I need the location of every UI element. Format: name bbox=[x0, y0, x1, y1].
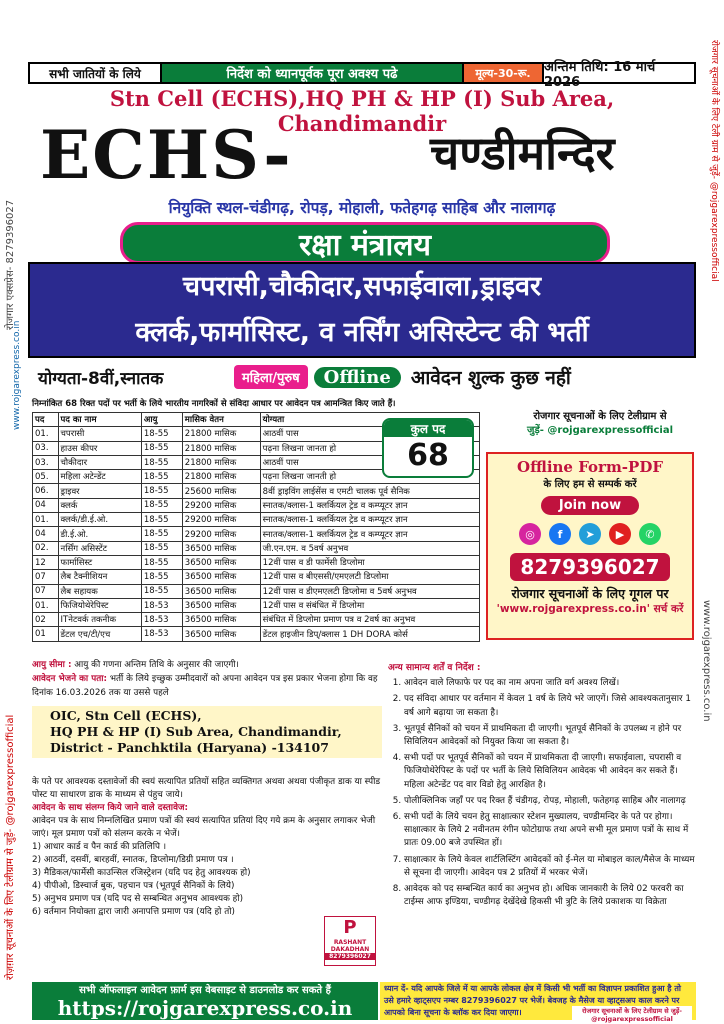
table-cell: 02 bbox=[33, 613, 59, 627]
table-cell: 02. bbox=[33, 541, 59, 555]
google-line: रोजगार सूचनाओं के लिए गूगल पर bbox=[511, 586, 669, 601]
age-send-section bbox=[32, 658, 382, 700]
table-cell: फार्मासिस्ट bbox=[58, 555, 141, 569]
table-header-cell: आयु bbox=[141, 413, 182, 427]
table-cell: 21800 मासिक bbox=[182, 441, 260, 455]
station-title: Stn Cell (ECHS),HQ PH & HP (I) Sub Area, Chandimandir bbox=[109, 86, 615, 136]
table-cell: 21800 मासिक bbox=[182, 427, 260, 441]
table-cell: जी.एन.एम. व 5वर्ष अनुभव bbox=[260, 541, 479, 555]
main-title bbox=[34, 114, 694, 196]
docs-list bbox=[32, 841, 384, 919]
download-text: सभी ऑफलाइन आवेदन फ़ार्म इस वेबसाइट से डाउनलोड कर सकते हैं bbox=[79, 985, 331, 996]
table-cell: पढ़ना लिखना जानता हो bbox=[260, 441, 479, 455]
total-posts-badge bbox=[382, 418, 474, 478]
table-cell: 25600 मासिक bbox=[182, 484, 260, 498]
table-cell: 36500 मासिक bbox=[182, 555, 260, 569]
side-site-left: www.rojgarexpress.co.in bbox=[12, 320, 22, 430]
posts-banner bbox=[28, 262, 696, 358]
gender-badge: महिला/पुरुष bbox=[234, 365, 308, 389]
publisher-logo bbox=[324, 916, 376, 966]
table-cell: चौकीदार bbox=[58, 455, 141, 469]
side-telegram-left: रोज़ग़ार सूचनाओं के लिए टेलीग्राम से जुड़ें- @rojgarexpressofficial bbox=[5, 714, 16, 980]
table-cell: 12वीं पास व संबंधित में डिप्लोमा bbox=[260, 598, 479, 612]
table-cell: चपरासी bbox=[58, 427, 141, 441]
table-cell: 01 bbox=[33, 627, 59, 641]
table-cell: 03. bbox=[33, 455, 59, 469]
table-header-cell: पद bbox=[33, 413, 59, 427]
table-row bbox=[33, 498, 480, 512]
table-cell: 03. bbox=[33, 441, 59, 455]
table-cell: 36500 मासिक bbox=[182, 613, 260, 627]
logo-line-2: DAKADHAN bbox=[330, 946, 370, 953]
logo-phone: 8279396027 bbox=[325, 953, 375, 960]
table-cell: ITनेटवर्क तकनीक bbox=[58, 613, 141, 627]
posts-line-2: क्लर्क,फार्मासिस्ट, व नर्सिंग असिस्टेन्ट की भर्ती bbox=[135, 317, 589, 348]
youtube-icon[interactable]: ▶ bbox=[609, 523, 631, 545]
condition-item: 7. साक्षात्कार के लिये केवल शार्टलिस्टिंग आवेदकों को ई-मेल या मोबाइल काल/मैसेज के माध्यम से सूचना दी जाएगी। आवेदन पत्र 2 प्रतियों में भरकर भेजें। bbox=[404, 854, 696, 880]
table-cell: 07 bbox=[33, 570, 59, 584]
offline-form-box bbox=[486, 452, 694, 640]
table-cell: 18-55 bbox=[141, 427, 182, 441]
table-cell: 36500 मासिक bbox=[182, 584, 260, 598]
fee-note: आवेदन शुल्क कुछ नहीं bbox=[410, 367, 571, 389]
table-cell: 36500 मासिक bbox=[182, 627, 260, 641]
table-cell: नर्सिंग असिस्टेंट bbox=[58, 541, 141, 555]
documents-section bbox=[32, 776, 384, 919]
chandimandir-title: चण्डीमन्दिर bbox=[430, 126, 615, 180]
table-cell: 07 bbox=[33, 584, 59, 598]
table-cell: लैब सहायक bbox=[58, 584, 141, 598]
doc-item: 2) आठवीं, दसवीं, बारहवीं, स्नातक, डिप्लोमा/डिग्री प्रमाण पत्र । bbox=[32, 855, 234, 865]
docs-note: के पते पर आवश्यक दस्तावेजों की स्वयं सत्यापित प्रतियों सहित व्यक्तिगत अथवा अथवा पंजीकृत डाक या स्पीड पोस्ट या साधारण डाक के माध्यम से पंहुच जाये। bbox=[32, 777, 381, 800]
table-cell: 12वीं पास व डी फार्मेसी डिप्लोमा bbox=[260, 555, 479, 569]
docs-head: आवेदन के साथ संलग्न किये जाने वाले दस्तावेज: bbox=[32, 803, 189, 813]
posting-places: नियुक्ति स्थल-चंडीगढ़, रोपड़, मोहाली, फतेहगढ़ साहिब और नालागढ़ bbox=[168, 199, 556, 217]
offline-sub: के लिए हम से सम्पर्क करें bbox=[543, 479, 637, 490]
facebook-icon[interactable]: f bbox=[549, 523, 571, 545]
send-label: आवेदन भेजने का पता: bbox=[32, 674, 108, 684]
download-banner bbox=[32, 982, 378, 1020]
table-cell: 18-53 bbox=[141, 627, 182, 641]
table-cell: 18-53 bbox=[141, 598, 182, 612]
table-cell: स्नातक/क्लास-1 क्लर्कियल ट्रेड व कम्प्यूटर ज्ञान bbox=[260, 527, 479, 541]
table-cell: डी.ई.ओ. bbox=[58, 527, 141, 541]
conditions-section bbox=[388, 662, 696, 912]
table-cell: 01. bbox=[33, 513, 59, 527]
table-cell: 18-55 bbox=[141, 441, 182, 455]
table-cell: 01. bbox=[33, 598, 59, 612]
table-cell: 18-53 bbox=[141, 613, 182, 627]
table-row bbox=[33, 484, 480, 498]
telegram-icon[interactable]: ➤ bbox=[579, 523, 601, 545]
table-cell: 12 bbox=[33, 555, 59, 569]
table-cell: फिजियोथेरेपिस्ट bbox=[58, 598, 141, 612]
age-text: आयु की गणना अन्तिम तिथि के अनुसार की जाएगी। bbox=[74, 660, 239, 670]
side-watermark-left: रोजगार एक्सप्रेस- 8279396027 bbox=[5, 199, 16, 330]
table-cell: 21800 मासिक bbox=[182, 470, 260, 484]
phone-number[interactable]: 8279396027 bbox=[510, 553, 669, 581]
qualification-row bbox=[28, 362, 696, 392]
total-label: कुल पद bbox=[384, 420, 472, 437]
posts-line-1: चपरासी,चौकीदार,सफाईवाला,ड्राइवर bbox=[182, 271, 542, 302]
send-text: भर्ती के लिये इच्छुक उम्मीदवारों को अपना आवेदन पत्र इस प्रकार भेजना होगा कि वह दिनांक 16.03.2026 तक या उससे पहले bbox=[32, 674, 378, 698]
table-cell: 18-55 bbox=[141, 484, 182, 498]
table-row bbox=[33, 584, 480, 598]
table-cell: 18-55 bbox=[141, 570, 182, 584]
poster bbox=[28, 0, 696, 1024]
table-cell: 18-55 bbox=[141, 470, 182, 484]
table-cell: आठवीं पास bbox=[260, 455, 479, 469]
table-cell: 06. bbox=[33, 484, 59, 498]
age-label: आयु सीमा : bbox=[32, 660, 72, 670]
table-cell: 12वीं पास व डीएमएलटी डिप्लोमा व 5वर्ष अनुभव bbox=[260, 584, 479, 598]
address-line-1: OIC, Stn Cell (ECHS), bbox=[50, 708, 202, 723]
total-value: 68 bbox=[407, 438, 449, 473]
condition-item: 4. सभी पदों पर भूतपूर्व सैनिकों को चयन में प्राथमिकता दी जाएगी। सफाईवाला, चपरासी व फिजियोथेरेपिस्ट के पदों पर भर्ती के लिये सिविलियन आवेदक भी आवेदन कर सकते हैं। महिला अटेन्डेंट पद वार विडो हेतु आरक्षित है। bbox=[404, 752, 696, 792]
table-cell: 8वीं ड्राइविंग लाईसेंस व एमटी चालक पूर्व सैनिक bbox=[260, 484, 479, 498]
table-cell: 36500 मासिक bbox=[182, 570, 260, 584]
table-cell: ड्राइवर bbox=[58, 484, 141, 498]
table-cell: 05. bbox=[33, 470, 59, 484]
table-cell: 04 bbox=[33, 498, 59, 512]
doc-item: 4) पीपीओ, डिस्चार्ज बुक, पहचान पत्र (भूतपूर्व सैनिकों के लिये) bbox=[32, 881, 235, 891]
table-cell: 21800 मासिक bbox=[182, 455, 260, 469]
table-cell: 01. bbox=[33, 427, 59, 441]
mode-badge: Offline bbox=[314, 367, 401, 388]
table-cell: 29200 मासिक bbox=[182, 527, 260, 541]
doc-item: 1) आधार कार्ड व पैन कार्ड की प्रतिलिपि । bbox=[32, 842, 167, 852]
table-row bbox=[33, 555, 480, 569]
table-cell: लैब टैक्नीशियन bbox=[58, 570, 141, 584]
table-header-cell: मासिक वेतन bbox=[182, 413, 260, 427]
table-cell: पढ़ना लिखना जानती हो bbox=[260, 470, 479, 484]
footer-site-link[interactable]: https://rojgarexpress.co.in bbox=[32, 996, 378, 1020]
condition-item: 8. आवेदक को पद सम्बन्धित कार्य का अनुभव हो। अधिक जानकारी के लिये 02 फरवरी का टाईम्स आफ इण्डिया, चण्डीगढ़ देखेंदेखे हिकसी भी त्रुटि के लिये प्रकाशक या विक्रेता bbox=[404, 883, 696, 909]
table-cell: 18-55 bbox=[141, 527, 182, 541]
whatsapp-icon[interactable]: ✆ bbox=[639, 523, 661, 545]
telegram-line-1: रोजगार सूचनाओं के लिए टेलीग्राम से bbox=[533, 411, 667, 422]
docs-desc: आवेदन पत्र के साथ निम्नलिखित प्रमाण पत्रों की स्वयं सत्यापित प्रतियां दिए गये क्रम के अनुसार लगाकर भेजी जाएं। मूल प्रमाण पत्रों को संलग्न करके न भेजें। bbox=[32, 816, 376, 839]
table-cell: स्नातक/क्लास-1 क्लर्कियल ट्रेड व कम्प्यूटर ज्ञान bbox=[260, 498, 479, 512]
price-badge: मूल्य-30-रू. bbox=[462, 64, 542, 82]
doc-item: 6) वर्तमान नियोक्ता द्वारा जारी अनापत्ति प्रमाण पत्र (यदि हो तो) bbox=[32, 907, 235, 917]
table-cell: 29200 मासिक bbox=[182, 513, 260, 527]
instruction-note: निर्देश को ध्यानपूर्वक पूरा अवश्य पढे bbox=[162, 64, 462, 82]
table-cell: हाउस कीपर bbox=[58, 441, 141, 455]
intro-text: निम्नांकित 68 रिक्त पदों पर भर्ती के लिये भारतीय नागरिकों से संविदा आधार पर आवेदन पत्र आमन्त्रित किए जाते हैं। bbox=[32, 399, 396, 409]
offline-title: Offline Form-PDF bbox=[517, 458, 663, 476]
table-row bbox=[33, 513, 480, 527]
table-cell: 04 bbox=[33, 527, 59, 541]
conditions-list bbox=[388, 677, 696, 909]
table-cell: स्नातक/क्लास-1 क्लर्कियल ट्रेड व कम्प्यूटर ज्ञान bbox=[260, 513, 479, 527]
table-cell: 36500 मासिक bbox=[182, 598, 260, 612]
join-now-button[interactable]: Join now bbox=[541, 496, 639, 515]
condition-item: 6. सभी पदों के लिये चयन हेतु साक्षात्कार स्टेशन मुख्यालय, चण्डीमन्दिर के पते पर होगा। साक्षात्कार के लिये 2 नवीनतम रंगीन फोटोग्राफ तथा अपने सभी मूल प्रमाण पत्रों के साथ में प्रातः 09.00 बजे उपस्थित हों। bbox=[404, 811, 696, 851]
telegram-box bbox=[506, 408, 694, 436]
condition-item: 3. भूतपूर्व सैनिकों को चयन में प्राथमिकता दी जाएगी। भूतपूर्व सैनिकों के उपलब्ध न होने पर सिविलियन आवेदकों को नियुक्त किया जा सकता है। bbox=[404, 723, 696, 749]
table-cell: क्लर्क/डी.ई.ओ. bbox=[58, 513, 141, 527]
condition-item: 5. पोलीक्लिनिक जहाँ पर पद रिक्त हैं चंडीगढ़, रोपड़, मोहाली, फतेहगढ़ साहिब और नालागढ़ bbox=[404, 795, 696, 808]
table-header-cell: पद का नाम bbox=[58, 413, 141, 427]
social-icons bbox=[488, 523, 692, 545]
instagram-icon[interactable]: ◎ bbox=[519, 523, 541, 545]
ministry-banner: रक्षा मंत्रालय bbox=[120, 222, 610, 264]
warning-box: ध्यान दें- यदि आपके जिले में या आपके लोकल क्षेत्र में किसी भी भर्ती का विज्ञापन प्रकाशित हुआ है तो उसे हमारे व्हाट्सएप नम्बर 8279396027 पर भेजें। बेवजह के मैसेज या व्हाट्सअप काल करने पर आपको बिना सूचना के ब्लॉक कर दिया जाएगा। bbox=[380, 982, 696, 1020]
address-box bbox=[32, 706, 382, 758]
side-telegram-right: रोजगार सूचनाओं के लिए टेली ग्राम से जुड़ें- @rojgarexpressofficial bbox=[709, 40, 719, 282]
logo-line-1: RASHANT bbox=[333, 939, 367, 946]
address-line-2: HQ PH & HP (I) Sub Area, Chandimandir, bbox=[50, 724, 342, 739]
table-cell: डेंटल हाइजीन डिप्/क्लास 1 DH DORA कोर्स bbox=[260, 627, 479, 641]
table-cell: 18-55 bbox=[141, 541, 182, 555]
table-row bbox=[33, 570, 480, 584]
table-cell: आठवीं पास bbox=[260, 427, 479, 441]
table-cell: 18-55 bbox=[141, 555, 182, 569]
table-cell: संबंधित में डिप्लोमा प्रमाण पत्र व 2वर्ष का अनुभव bbox=[260, 613, 479, 627]
qualification: योग्यता-8वीं,स्नातक bbox=[38, 368, 164, 389]
search-site[interactable]: 'www.rojgarexpress.co.in' सर्च करें bbox=[496, 603, 684, 615]
table-cell: 36500 मासिक bbox=[182, 541, 260, 555]
conditions-head: अन्य सामान्य शर्तें व निर्देश : bbox=[388, 663, 481, 673]
table-row bbox=[33, 598, 480, 612]
condition-item: 1. आवेदन वाले लिफाफे पर पद का नाम अपना जाति वर्ग अवश्य लिखें। bbox=[404, 677, 696, 690]
table-cell: 18-55 bbox=[141, 513, 182, 527]
address-line-3: District - Panchktila (Haryana) -134107 bbox=[50, 740, 329, 755]
table-cell: 12वीं पास व बीएससी/एमएलटी डिप्लोमा bbox=[260, 570, 479, 584]
table-row bbox=[33, 527, 480, 541]
table-cell: क्लर्क bbox=[58, 498, 141, 512]
table-cell: डेंटल एच/टी/एच bbox=[58, 627, 141, 641]
logo-letter: P bbox=[343, 917, 357, 938]
condition-item: 2. पद संविदा आधार पर वर्तमान में केवल 1 वर्ष के लिये भरे जाएगें। जिसे आवश्यकतानुसार 1 वर्ष आगे बढ़ाया जा सकता है। bbox=[404, 693, 696, 719]
table-cell: 18-55 bbox=[141, 455, 182, 469]
cast-note: सभी जातियों के लिये bbox=[30, 64, 162, 82]
footer-telegram: रोजगार सूचनाओं के लिए टेलीग्राम से जुड़ें- @rojgarexpressofficial bbox=[572, 1006, 692, 1023]
doc-item: 5) अनुभव प्रमाण पत्र (यदि पद से सम्बन्धित अनुभव आवश्यक हो) bbox=[32, 894, 244, 904]
top-bar bbox=[28, 59, 696, 90]
telegram-line-2[interactable]: जुड़ें- @rojgarexpressofficial bbox=[526, 425, 674, 436]
table-cell: महिला अटेन्डेंट bbox=[58, 470, 141, 484]
table-row bbox=[33, 627, 480, 641]
table-header-cell: योग्यता bbox=[260, 413, 479, 427]
table-cell: 18-55 bbox=[141, 498, 182, 512]
echs-title: ECHS- bbox=[40, 116, 293, 194]
doc-item: 3) मैडिकल/फार्मेसी काउन्सिल रजिस्ट्रेशन (यदि पद हेतु आवश्यक हो) bbox=[32, 868, 251, 878]
side-site-right: www.rojgarexpress.co.in bbox=[701, 600, 712, 722]
table-row bbox=[33, 613, 480, 627]
last-date: अन्तिम तिथि: 16 मार्च 2026 bbox=[542, 64, 694, 82]
table-row bbox=[33, 541, 480, 555]
table-cell: 29200 मासिक bbox=[182, 498, 260, 512]
table-cell: 18-55 bbox=[141, 584, 182, 598]
